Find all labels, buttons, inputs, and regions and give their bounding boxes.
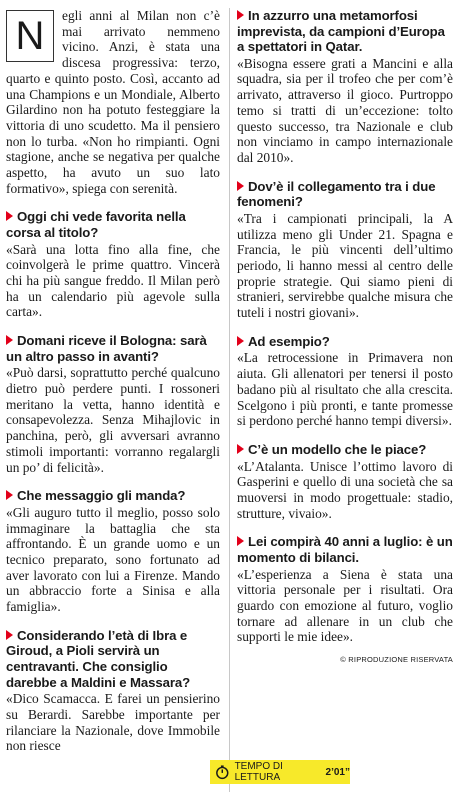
- answer: «L’esperienza a Siena è stata una vittoria personale per i risultati. Ora guardo con emozione al futuro, voglio tornare ad allenare in un club che supporti le mie idee».: [237, 566, 453, 645]
- question: [6, 628, 220, 690]
- qa-block: [237, 442, 453, 521]
- question: [6, 209, 220, 240]
- answer: «L’Atalanta. Unisce l’ottimo lavoro di Gasperini e quello di una società che sa muoversi in modo progettuale: stadio, strutture, vivaio».: [237, 458, 453, 521]
- column-divider: [229, 8, 230, 792]
- arrow-icon: [6, 211, 13, 221]
- question-text: Considerando l’età di Ibra e Giroud, a Pioli servirà un centravanti. Che consiglio darebbe a Maldini e Massara?: [6, 627, 191, 690]
- qa-block: [6, 488, 220, 615]
- qa-block: [237, 8, 453, 166]
- question-text: Domani riceve il Bologna: sarà un altro passo in avanti?: [6, 333, 207, 364]
- qa-block: [237, 534, 453, 645]
- arrow-icon: [237, 336, 244, 346]
- question-text: Dov’è il collegamento tra i due fenomeni?: [237, 178, 436, 210]
- question-text: Che messaggio gli manda?: [17, 488, 186, 504]
- reading-time-badge: [210, 760, 350, 784]
- answer: «Tra i campionati principali, la A utilizza meno gli Under 21. Spagna e Francia, le più vincenti dell’ultimo periodo, li hanno messi al centro delle proprie strategie. Qui siamo pieni di stranieri, servirebbe qualche misura che tuteli i nostri giovani».: [237, 210, 453, 321]
- question-text: Lei compirà 40 anni a luglio: è un momento di bilanci.: [237, 534, 453, 565]
- intro-paragraph: [6, 8, 220, 196]
- dropcap: N: [6, 10, 54, 62]
- copyright-notice: © RIPRODUZIONE RISERVATA: [340, 655, 453, 665]
- question: [237, 179, 453, 210]
- answer: «Dico Scamacca. E farei un pensierino su Berardi. Sarebbe importante per rilanciare la Nazionale, dove Immobile non riesce: [6, 691, 220, 754]
- question-text: Ad esempio?: [248, 333, 330, 349]
- question-text: In azzurro una metamorfosi imprevista, da campioni d’Europa a spettatori in Qatar.: [237, 8, 445, 55]
- question: [6, 333, 220, 364]
- qa-block: [6, 333, 220, 475]
- arrow-icon: [237, 181, 244, 191]
- stopwatch-icon: [215, 764, 230, 780]
- right-column: [237, 8, 453, 668]
- answer: «Sarà una lotta fino alla fine, che coinvolgerà le prime quattro. Vincerà chi ha più sangue freddo. Il Milan però ha un calendario più agevole sulla carta».: [6, 241, 220, 320]
- question-text: Oggi chi vede favorita nella corsa al titolo?: [6, 209, 186, 241]
- question: [237, 534, 453, 565]
- reading-time-label: TEMPO DI LETTURA: [234, 761, 283, 783]
- intro-text: egli anni al Milan non c’è mai arrivato nemmeno vicino. Anzi, è stata una discesa progressiva: terzo, quarto e quinto posto. Così, accanto ad una Champions e un Mondiale, Alberto Gilardino non ha potuto festeggiare la vittoria di uno scudetto. Ma il pensiero non lo turba. «Non ho rimpianti. Ogni stagione, anche se negativa per qualche aspetto, ha avuto un suo lato formativo», spiega con serenità.: [6, 8, 220, 196]
- question: [237, 8, 453, 55]
- qa-block: [6, 209, 220, 320]
- question: [6, 488, 220, 504]
- answer: «Gli auguro tutto il meglio, posso solo immaginare la battaglia che sta affrontando. È un grande uomo e un tecnico preparato, sono fortunato ad aver lavorato con lui a Firenze. Mando un abbraccio forte a Sinisa e alla famiglia».: [6, 504, 220, 615]
- arrow-icon: [237, 10, 244, 20]
- answer: «La retrocessione in Primavera non aiuta. Gli allenatori per tenersi il posto badano più al risultato che alla crescita. Scelgono i più pronti, e tante promesse si perdono perché hanno tempi diversi».: [237, 350, 453, 429]
- answer: «Bisogna essere grati a Mancini e alla squadra, sia per il trofeo che per com’è arrivato, attraverso il gioco. Purtroppo temo si tratti di un’eccezione: tolto questo successo, tra Nazionale e club non vinciamo in campo internazionale dal 2010».: [237, 55, 453, 165]
- arrow-icon: [237, 444, 244, 454]
- question: [237, 334, 453, 350]
- qa-block: [237, 179, 453, 321]
- qa-block: [6, 628, 220, 754]
- arrow-icon: [6, 630, 13, 640]
- qa-block: [237, 334, 453, 429]
- arrow-icon: [6, 490, 13, 500]
- arrow-icon: [237, 536, 244, 546]
- question-text: C’è un modello che le piace?: [248, 441, 427, 457]
- arrow-icon: [6, 335, 13, 345]
- left-column: [6, 8, 220, 754]
- question: [237, 442, 453, 458]
- reading-time-value: 2’01”: [325, 766, 350, 778]
- answer: «Può darsi, soprattutto perché qualcuno dietro può perdere punti. I rossoneri meritano la vetta, hanno identità e consapevolezza. Senza Mihajlovic in panchina, però, gli avversari avranno stimoli importanti: vorranno regalargli un po’ di felicità».: [6, 365, 220, 475]
